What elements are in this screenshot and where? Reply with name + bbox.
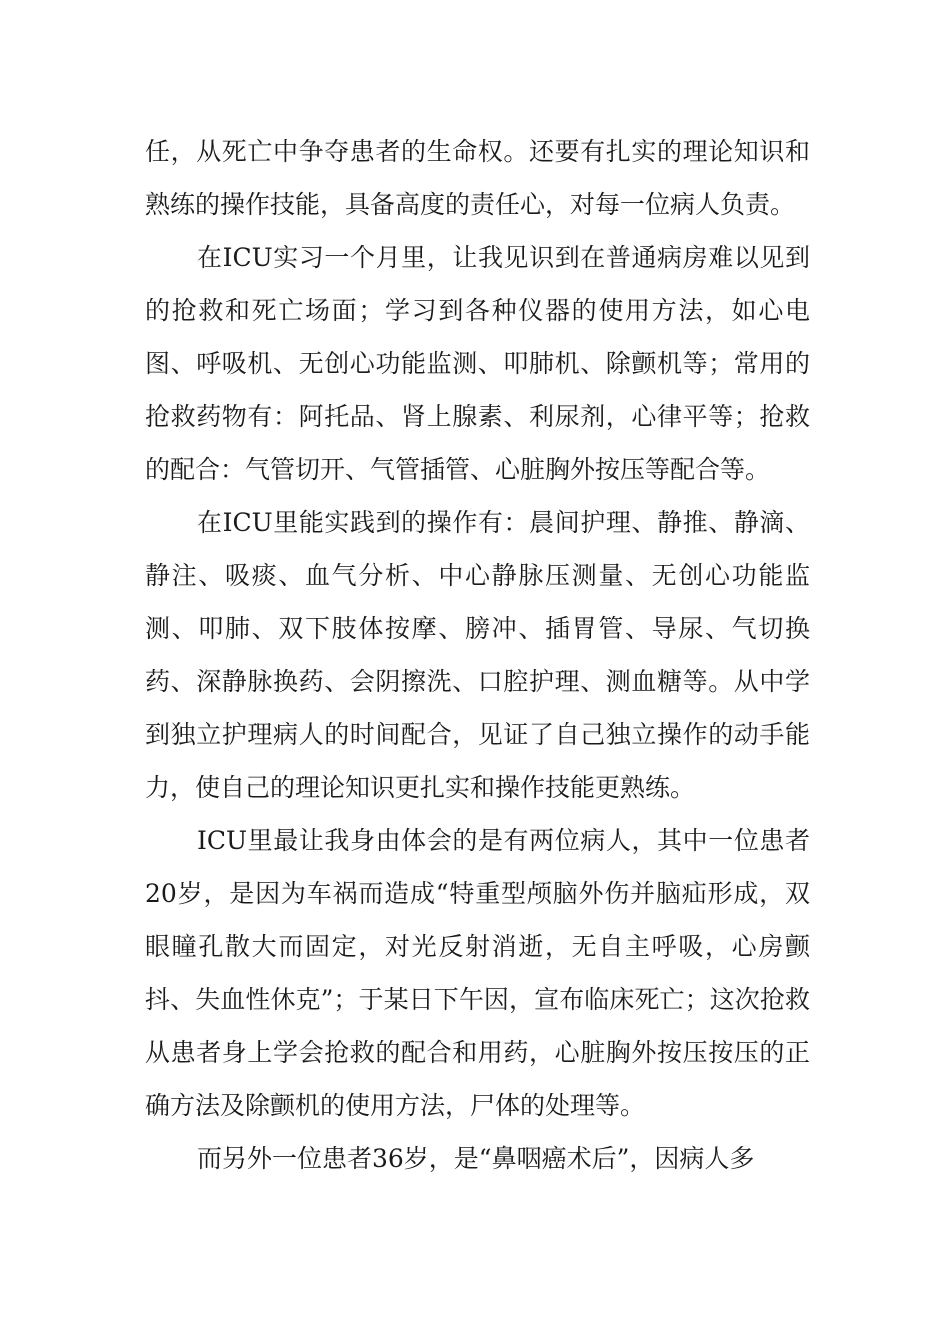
paragraph-first-patient: ICU里最让我身由体会的是有两位病人，其中一位患者20岁，是因为车祸而造成“特重型颅脑外伤并脑疝形成，双眼瞳孔散大而固定，对光反射消逝，无自主呼吸，心房颤抖、失血性休克”；于某日下午因，宣布临床死亡；这次抢救从患者身上学会抢救的配合和用药，心脏胸外按压按压的正确方法及除颤机的使用方法，尸体的处理等。 — [145, 826, 810, 1120]
paragraph-second-patient: 而另外一位患者36岁，是“鼻咽癌术后”，因病人多 — [197, 1144, 755, 1173]
paragraph-continuation: 任，从死亡中争夺患者的生命权。还要有扎实的理论知识和熟练的操作技能，具备高度的责任心，对每一位病人负责。 — [145, 137, 810, 219]
body-text — [145, 125, 810, 1185]
paragraph-icu-procedures: 在ICU里能实践到的操作有：晨间护理、静推、静滴、静注、吸痰、血气分析、中心静脉压测量、无创心功能监测、叩肺、双下肢体按摩、膀冲、插胃管、导尿、气切换药、深静脉换药、会阴擦洗、口腔护理、测血糖等。从中学到独立护理病人的时间配合，见证了自己独立操作的动手能力，使自己的理论知识更扎实和操作技能更熟练。 — [145, 508, 810, 802]
paragraph-icu-internship: 在ICU实习一个月里，让我见识到在普通病房难以见到的抢救和死亡场面；学习到各种仪器的使用方法，如心电图、呼吸机、无创心功能监测、叩肺机、除颤机等；常用的抢救药物有：阿托品、肾上腺素、利尿剂，心律平等；抢救的配合：气管切开、气管插管、心脏胸外按压等配合等。 — [145, 243, 810, 484]
